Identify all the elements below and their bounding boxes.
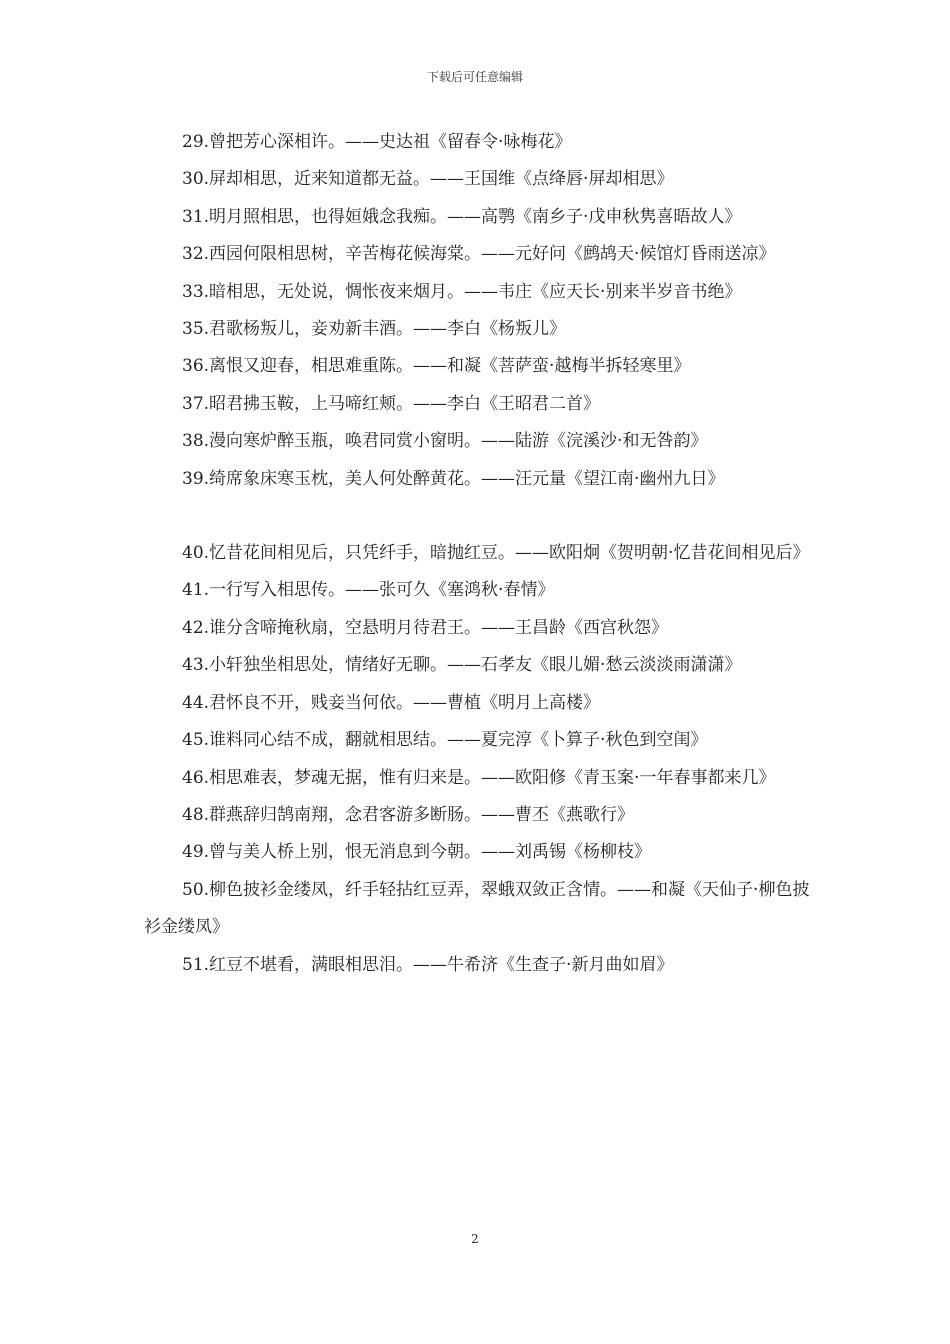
verse-item: 32.西园何限相思树，辛苦梅花候海棠。——元好问《鹧鸪天·候馆灯昏雨送凉》 <box>182 244 776 265</box>
verse-item: 43.小轩独坐相思处，情绪好无聊。——石孝友《眼儿媚·愁云淡淡雨潇潇》 <box>182 655 742 676</box>
verse-item: 42.谁分含啼掩秋扇，空悬明月待君王。——王昌龄《西宫秋怨》 <box>182 617 669 638</box>
page-header: 下载后可任意编辑 <box>426 70 523 84</box>
document-body <box>144 124 810 984</box>
blank-line <box>144 498 810 535</box>
verse-item: 36.离恨又迎春，相思难重陈。——和凝《菩萨蛮·越梅半拆轻寒里》 <box>182 356 691 377</box>
verse-item: 41.一行写入相思传。——张可久《塞鸿秋·春情》 <box>182 580 555 601</box>
verse-item: 30.屏却相思，近来知道都无益。——王国维《点绛唇·屏却相思》 <box>182 169 674 190</box>
verse-item: 38.漫向寒炉醉玉瓶，唤君同赏小窗明。——陆游《浣溪沙·和无咎韵》 <box>182 431 708 452</box>
verse-item: 48.群燕辞归鹄南翔，念君客游多断肠。——曹丕《燕歌行》 <box>182 804 635 825</box>
verse-item: 35.君歌杨叛儿，妾劝新丰酒。——李白《杨叛儿》 <box>182 319 567 340</box>
verse-item: 46.相思难表，梦魂无据，惟有归来是。——欧阳修《青玉案·一年春事都来几》 <box>182 767 776 788</box>
verse-item: 31.明月照相思，也得姮娥念我痴。——高鹗《南乡子·戊申秋隽喜晤故人》 <box>182 206 742 227</box>
verse-item: 45.谁料同心结不成，翻就相思结。——夏完淳《卜算子·秋色到空闺》 <box>182 730 708 751</box>
verse-item: 40.忆昔花间相见后，只凭纤手，暗抛红豆。——欧阳炯《贺明朝·忆昔花间相见后》 <box>182 543 810 564</box>
verse-item: 39.绮席象床寒玉枕，美人何处醉黄花。——汪元量《望江南·幽州九日》 <box>182 468 725 489</box>
verse-item: 37.昭君拂玉鞍，上马啼红颊。——李白《王昭君二首》 <box>182 393 601 414</box>
verse-item: 29.曾把芳心深相许。——史达祖《留春令·咏梅花》 <box>182 132 572 152</box>
verse-item: 49.曾与美人桥上别，恨无消息到今朝。——刘禹锡《杨柳枝》 <box>182 842 652 863</box>
verse-item: 44.君怀良不开，贱妾当何依。——曹植《明月上高楼》 <box>182 692 601 713</box>
verse-item: 33.暗相思，无处说，惆怅夜来烟月。——韦庄《应天长·别来半岁音书绝》 <box>182 281 742 302</box>
verse-item: 50.柳色披衫金缕凤，纤手轻拈红豆弄，翠蛾双敛正含情。——和凝《天仙子·柳色披衫金缕凤》 <box>144 879 810 938</box>
page-number: 2 <box>471 1232 479 1246</box>
verse-item: 51.红豆不堪看，满眼相思泪。——牛希济《生查子·新月曲如眉》 <box>182 954 674 975</box>
